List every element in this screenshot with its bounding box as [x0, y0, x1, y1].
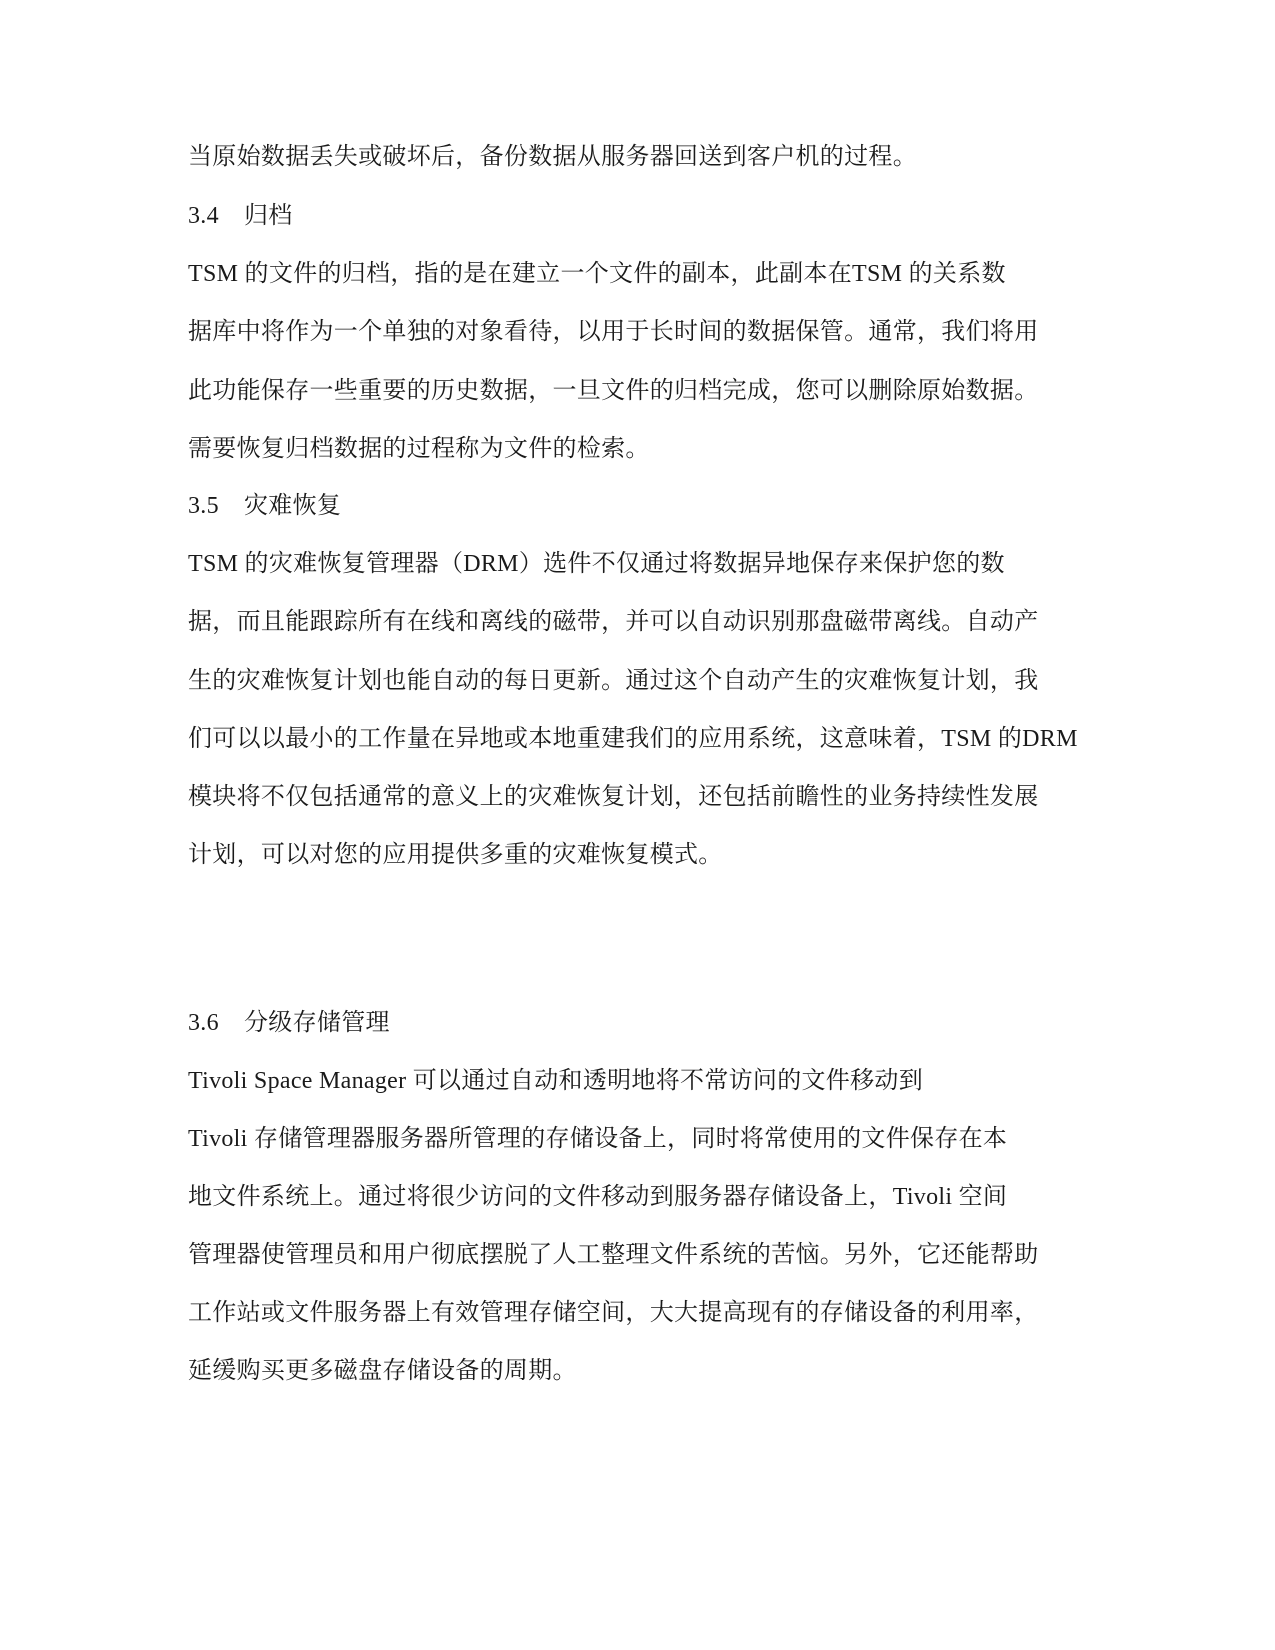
section-title: 分级存储管理 — [244, 1010, 390, 1036]
paragraph-line: 当原始数据丢失或破坏后，备份数据从服务器回送到客户机的过程。 — [188, 144, 917, 170]
section-number: 3.4 — [188, 203, 219, 229]
section-heading-3-4 — [188, 201, 293, 231]
paragraph-line: 需要恢复归档数据的过程称为文件的检索。 — [188, 436, 650, 462]
paragraph-line: TSM 的灾难恢复管理器（DRM）选件不仅通过将数据异地保存来保护您的数 — [188, 551, 1005, 577]
paragraph-line: 地文件系统上。通过将很少访问的文件移动到服务器存储设备上，Tivoli 空间 — [188, 1184, 1008, 1210]
section-number: 3.6 — [188, 1010, 219, 1036]
section-title: 灾难恢复 — [244, 493, 342, 519]
paragraph-line: 计划，可以对您的应用提供多重的灾难恢复模式。 — [188, 842, 723, 868]
paragraph-line: 据库中将作为一个单独的对象看待，以用于长时间的数据保管。通常，我们将用 — [188, 319, 1039, 345]
paragraph-line: 工作站或文件服务器上有效管理存储空间，大大提高现有的存储设备的利用率， — [188, 1300, 1039, 1326]
paragraph-line: 管理器使管理员和用户彻底摆脱了人工整理文件系统的苦恼。另外，它还能帮助 — [188, 1242, 1039, 1268]
section-title: 归档 — [244, 203, 293, 229]
section-number: 3.5 — [188, 493, 219, 519]
paragraph-line: 们可以以最小的工作量在异地或本地重建我们的应用系统，这意味着，TSM 的DRM — [188, 726, 1078, 752]
paragraph-line: 延缓购买更多磁盘存储设备的周期。 — [188, 1358, 577, 1384]
paragraph-line: 生的灾难恢复计划也能自动的每日更新。通过这个自动产生的灾难恢复计划，我 — [188, 668, 1039, 694]
paragraph-line: 据，而且能跟踪所有在线和离线的磁带，并可以自动识别那盘磁带离线。自动产 — [188, 609, 1039, 635]
paragraph-line: 模块将不仅包括通常的意义上的灾难恢复计划，还包括前瞻性的业务持续性发展 — [188, 784, 1039, 810]
paragraph-line: TSM 的文件的归档，指的是在建立一个文件的副本，此副本在TSM 的关系数 — [188, 261, 1006, 287]
paragraph-line: 此功能保存一些重要的历史数据，一旦文件的归档完成，您可以删除原始数据。 — [188, 378, 1039, 404]
paragraph-line: Tivoli Space Manager 可以通过自动和透明地将不常访问的文件移动到 — [188, 1068, 924, 1094]
paragraph-line: Tivoli 存储管理器服务器所管理的存储设备上，同时将常使用的文件保存在本 — [188, 1126, 1008, 1152]
section-heading-3-6 — [188, 1008, 390, 1038]
section-heading-3-5 — [188, 491, 341, 521]
